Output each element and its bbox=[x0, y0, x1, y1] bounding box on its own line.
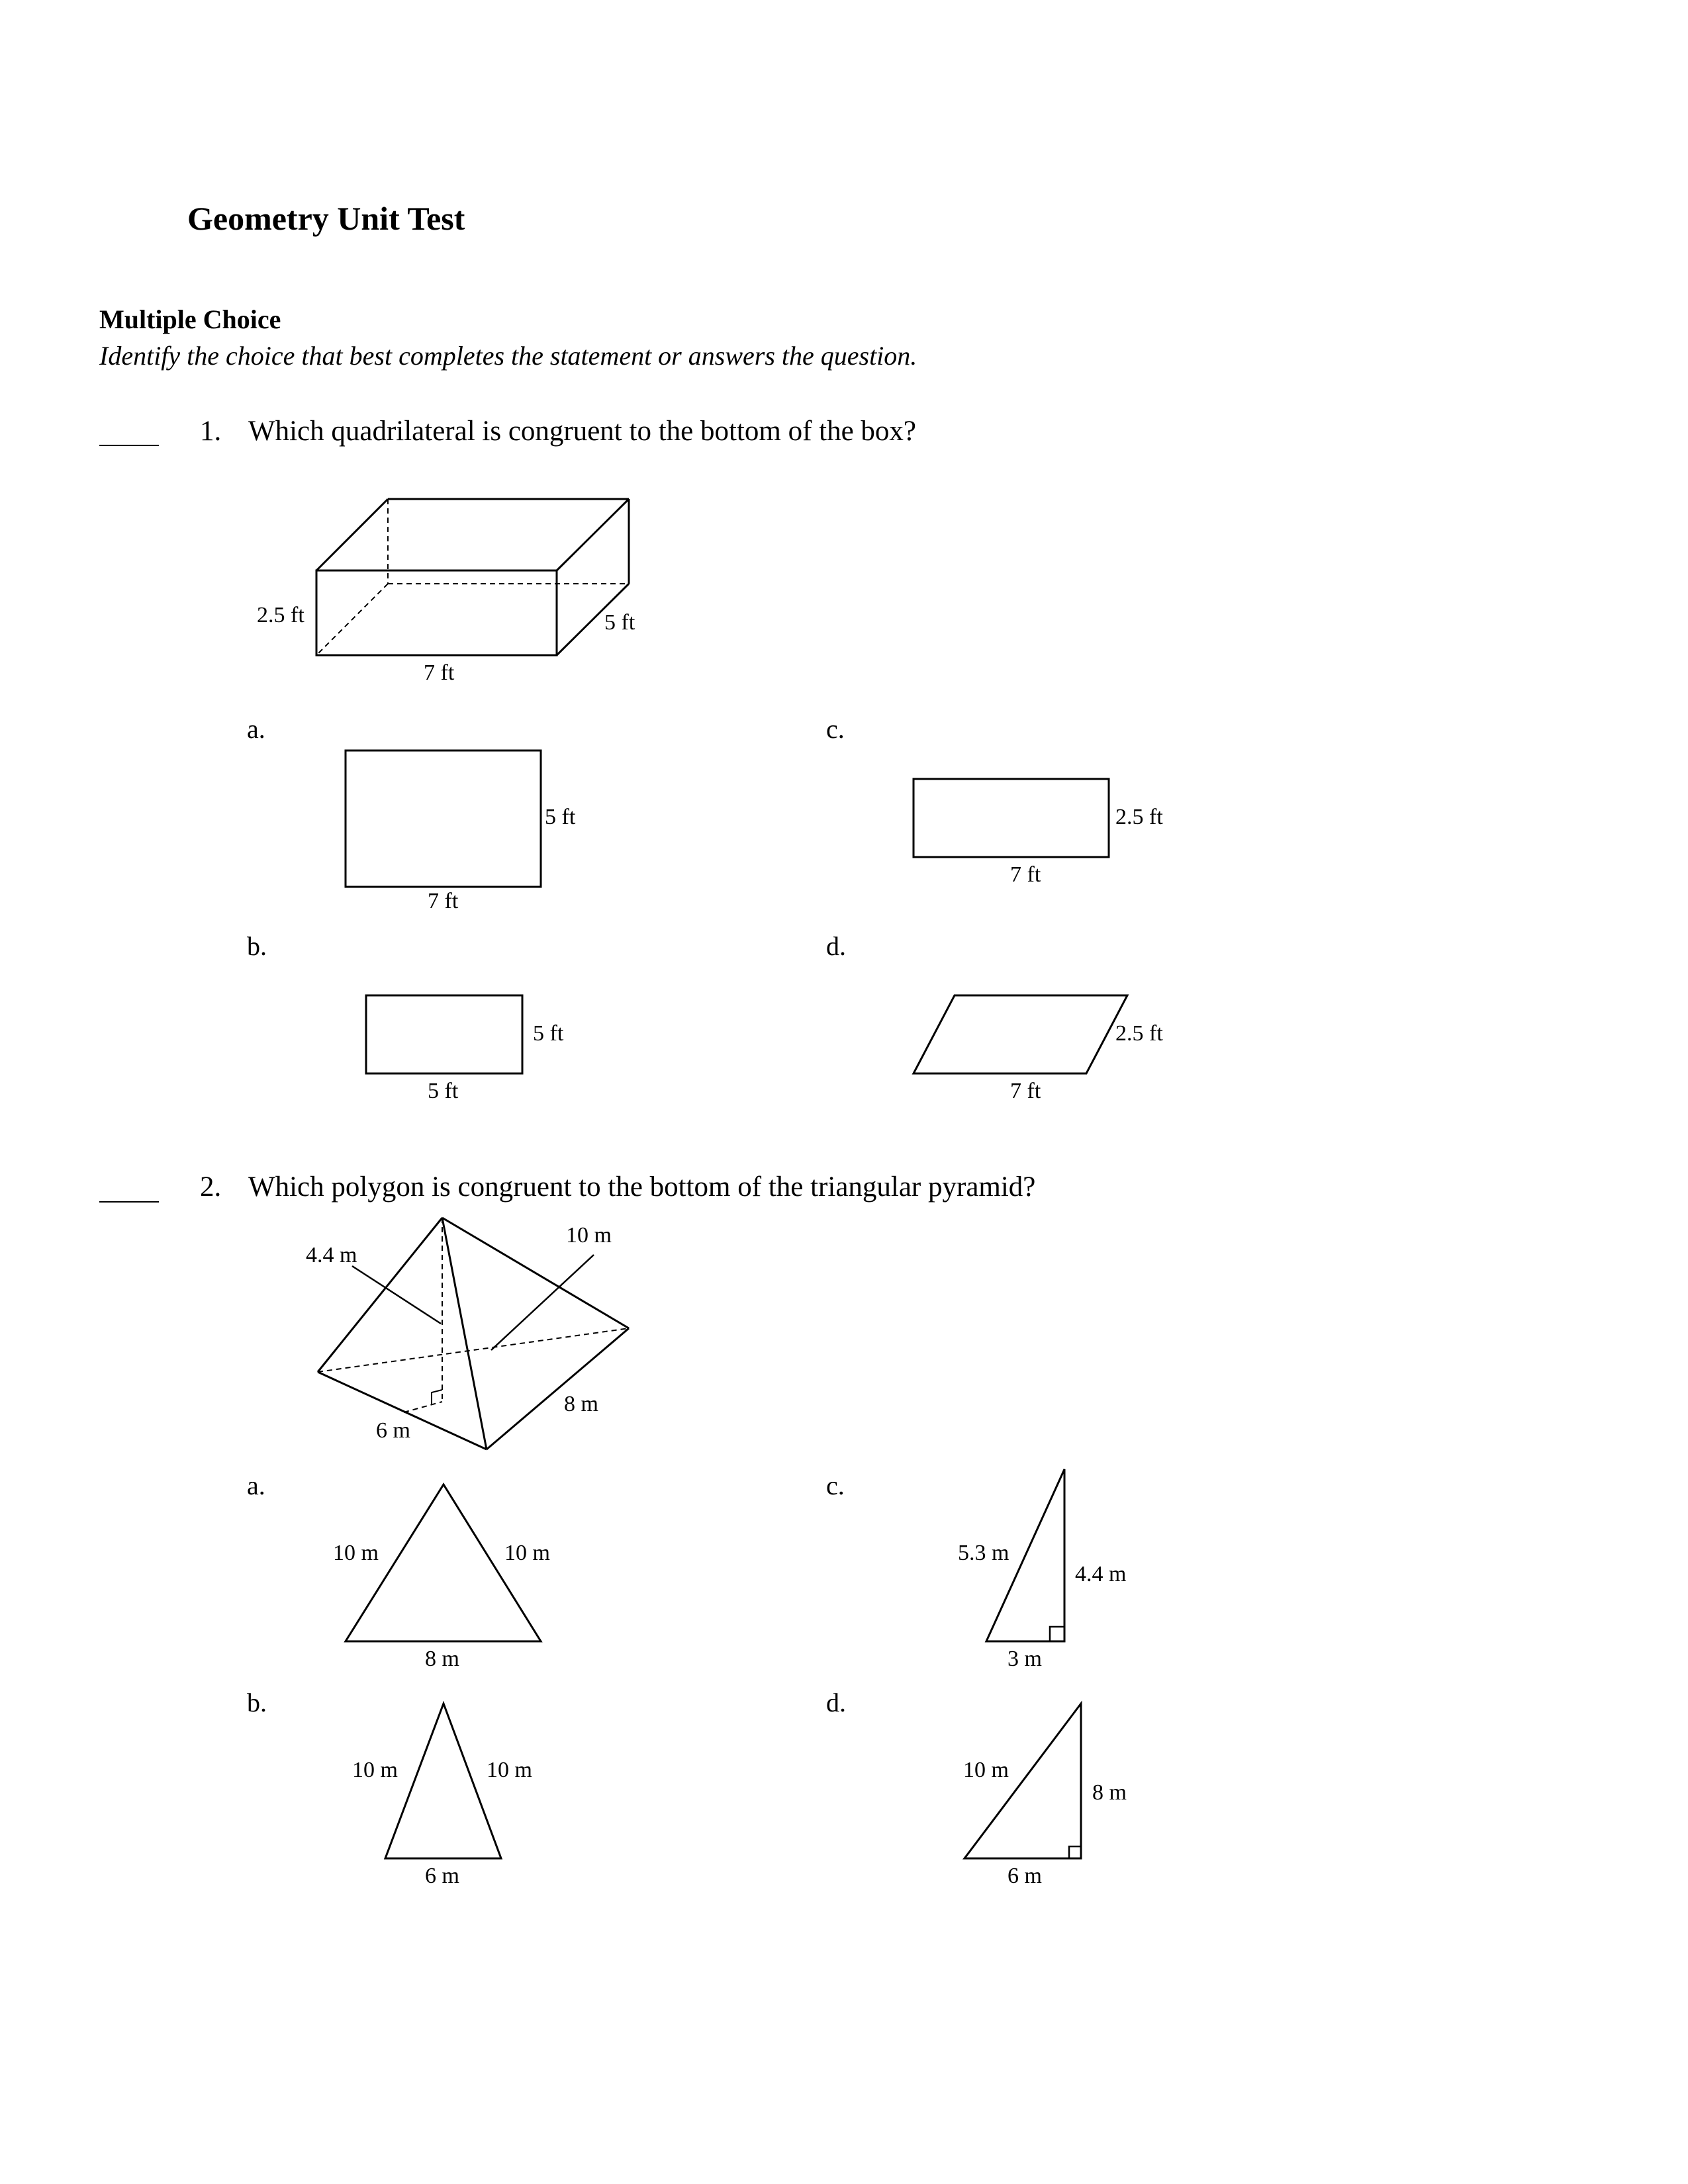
section-instructions: Identify the choice that best completes the statement or answers the question. bbox=[99, 341, 917, 371]
pyramid-slant-label: 10 m bbox=[566, 1223, 612, 1248]
pyramid-front-edge-label: 6 m bbox=[376, 1418, 410, 1443]
choice-q2-d-letter[interactable]: d. bbox=[826, 1688, 846, 1717]
choice-q2-c-letter[interactable]: c. bbox=[826, 1471, 845, 1500]
choice-q2-b-triangle bbox=[385, 1704, 501, 1858]
choice-q1-d-letter[interactable]: d. bbox=[826, 931, 846, 961]
box-width-label: 7 ft bbox=[424, 660, 455, 685]
choice-q1-b-side-label: 5 ft bbox=[533, 1021, 564, 1046]
page-title: Geometry Unit Test bbox=[187, 200, 465, 237]
section-title: Multiple Choice bbox=[99, 304, 281, 334]
choice-q2-d-bottom-label: 6 m bbox=[1008, 1864, 1042, 1888]
question-text: Which polygon is congruent to the bottom of the triangular pyramid? bbox=[248, 1171, 1036, 1203]
choice-q1-b-bottom-label: 5 ft bbox=[428, 1079, 459, 1103]
question-number: 1. bbox=[200, 416, 222, 447]
choice-q2-b-left-label: 10 m bbox=[352, 1758, 398, 1782]
choice-q2-c-side-label: 4.4 m bbox=[1075, 1562, 1127, 1586]
question-text: Which quadrilateral is congruent to the bottom of the box? bbox=[248, 416, 917, 447]
choice-q1-c-side-label: 2.5 ft bbox=[1115, 805, 1163, 829]
choice-q2-a-letter[interactable]: a. bbox=[247, 1471, 265, 1500]
choice-q2-a-left-label: 10 m bbox=[333, 1541, 379, 1565]
choice-q1-a-side-label: 5 ft bbox=[545, 805, 576, 829]
choice-q2-b-bottom-label: 6 m bbox=[425, 1864, 459, 1888]
choice-q1-a-letter[interactable]: a. bbox=[247, 714, 265, 744]
choice-q1-c-bottom-label: 7 ft bbox=[1010, 862, 1041, 887]
choice-q2-a-bottom-label: 8 m bbox=[425, 1647, 459, 1671]
choice-q2-b-right-label: 10 m bbox=[487, 1758, 532, 1782]
box-depth-label: 5 ft bbox=[604, 610, 635, 635]
box-height-label: 2.5 ft bbox=[257, 603, 305, 627]
choice-q2-d-hyp-label: 10 m bbox=[963, 1758, 1009, 1782]
choice-q1-c-letter[interactable]: c. bbox=[826, 714, 845, 744]
pyramid-height-label: 4.4 m bbox=[306, 1243, 357, 1267]
choice-q2-c-bottom-label: 3 m bbox=[1008, 1647, 1042, 1671]
choice-q1-a-bottom-label: 7 ft bbox=[428, 889, 459, 913]
choice-q2-c-hyp-label: 5.3 m bbox=[958, 1541, 1009, 1565]
choice-q2-b-letter[interactable]: b. bbox=[247, 1688, 267, 1717]
choice-q2-a-right-label: 10 m bbox=[504, 1541, 550, 1565]
question-number: 2. bbox=[200, 1171, 222, 1203]
choice-q2-d-side-label: 8 m bbox=[1092, 1780, 1127, 1805]
choice-q1-b-letter[interactable]: b. bbox=[247, 931, 267, 961]
choice-q1-d-side-label: 2.5 ft bbox=[1115, 1021, 1163, 1046]
choice-q1-d-bottom-label: 7 ft bbox=[1010, 1079, 1041, 1103]
pyramid-right-edge-label: 8 m bbox=[564, 1392, 598, 1416]
